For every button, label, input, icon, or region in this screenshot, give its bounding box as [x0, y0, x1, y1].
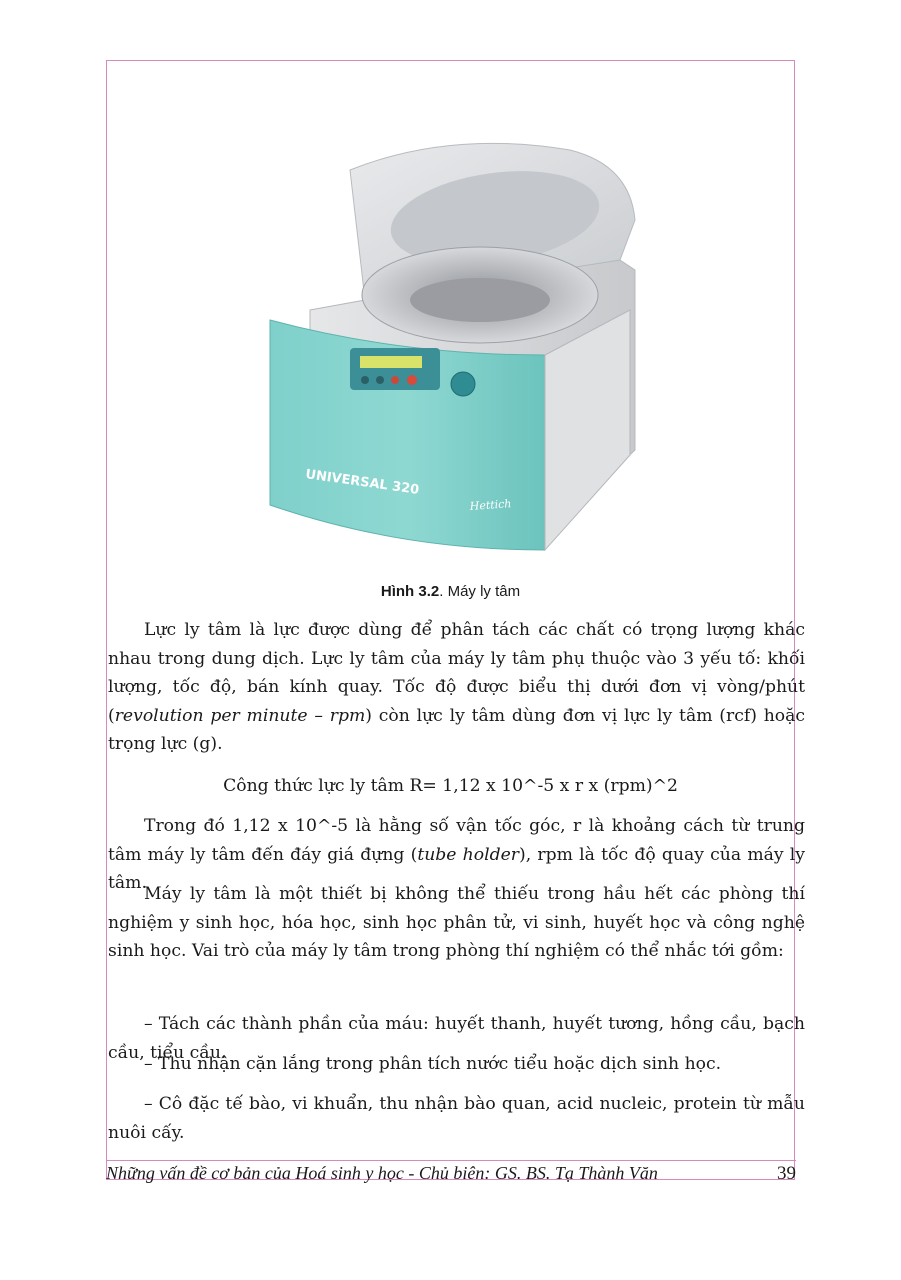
formula-text: Công thức lực ly tâm R= 1,12 x 10^-5 x r x (rpm)^2	[223, 776, 678, 796]
formula-line	[0, 772, 901, 801]
page-number: 39	[777, 1163, 796, 1184]
bullet3-text: – Cô đặc tế bào, vi khuẩn, thu nhận bào quan, acid nucleic, protein từ mẫu nuôi cấy.	[108, 1094, 805, 1143]
p1-italic: revolution per minute – rpm	[114, 705, 366, 726]
p4-text: Máy ly tâm là một thiết bị không thể thiếu trong hầu hết các phòng thí nghiệm y sinh học, hóa học, sinh học phân tử, vi sinh, huyết học và công nghệ sinh học. Vai trò của máy ly tâm trong phòng thí nghiệm có thể nhắc tới gồm:	[108, 884, 805, 961]
p3-italic: tube holder	[417, 844, 519, 865]
bullet-item	[108, 1050, 805, 1079]
centrifuge-figure	[150, 110, 750, 570]
p3-text: Trong đó 1,12 x 10^-5 là hằng số vận tốc góc, r là khoảng cách từ trung tâm máy ly tâm đến đáy giá đựng (	[108, 816, 805, 865]
page-footer	[106, 1160, 796, 1184]
p1-text: Lực ly tâm là lực được dùng để phân tách các chất có trọng lượng khác nhau trong dung dịch. Lực ly tâm của máy ly tâm phụ thuộc vào 3 yếu tố: khối lượng, tốc độ, bán kính quay. Tốc độ được biểu thị dưới đơn vị vòng/phút (	[108, 620, 805, 726]
bullet1-text: – Tách các thành phần của máu: huyết thanh, huyết tương, hồng cầu, bạch cầu, tiểu cầu.	[108, 1014, 805, 1063]
caption-text: . Máy ly tâm	[439, 583, 521, 600]
p1-end: ) còn lực ly tâm dùng đơn vị lực ly tâm (rcf) hoặc trọng lực (g).	[108, 705, 805, 754]
paragraph-applications	[108, 880, 805, 966]
bullet2-text: – Thu nhận cặn lắng trong phân tích nước tiểu hoặc dịch sinh học.	[144, 1054, 722, 1074]
bullet-item	[108, 1090, 805, 1147]
paragraph-centrifugal-force	[108, 616, 805, 759]
p3-end: ), rpm là tốc độ quay của máy ly tâm.	[108, 844, 806, 893]
footer-text: Những vấn đề cơ bản của Hoá sinh y học - Chủ biên: GS. BS. Tạ Thành Văn	[106, 1163, 658, 1183]
figure-caption	[0, 583, 901, 600]
caption-number: Hình 3.2	[380, 583, 440, 600]
brand-label: UNIVERSAL 320	[304, 467, 421, 498]
maker-label: Hettich	[469, 497, 512, 513]
